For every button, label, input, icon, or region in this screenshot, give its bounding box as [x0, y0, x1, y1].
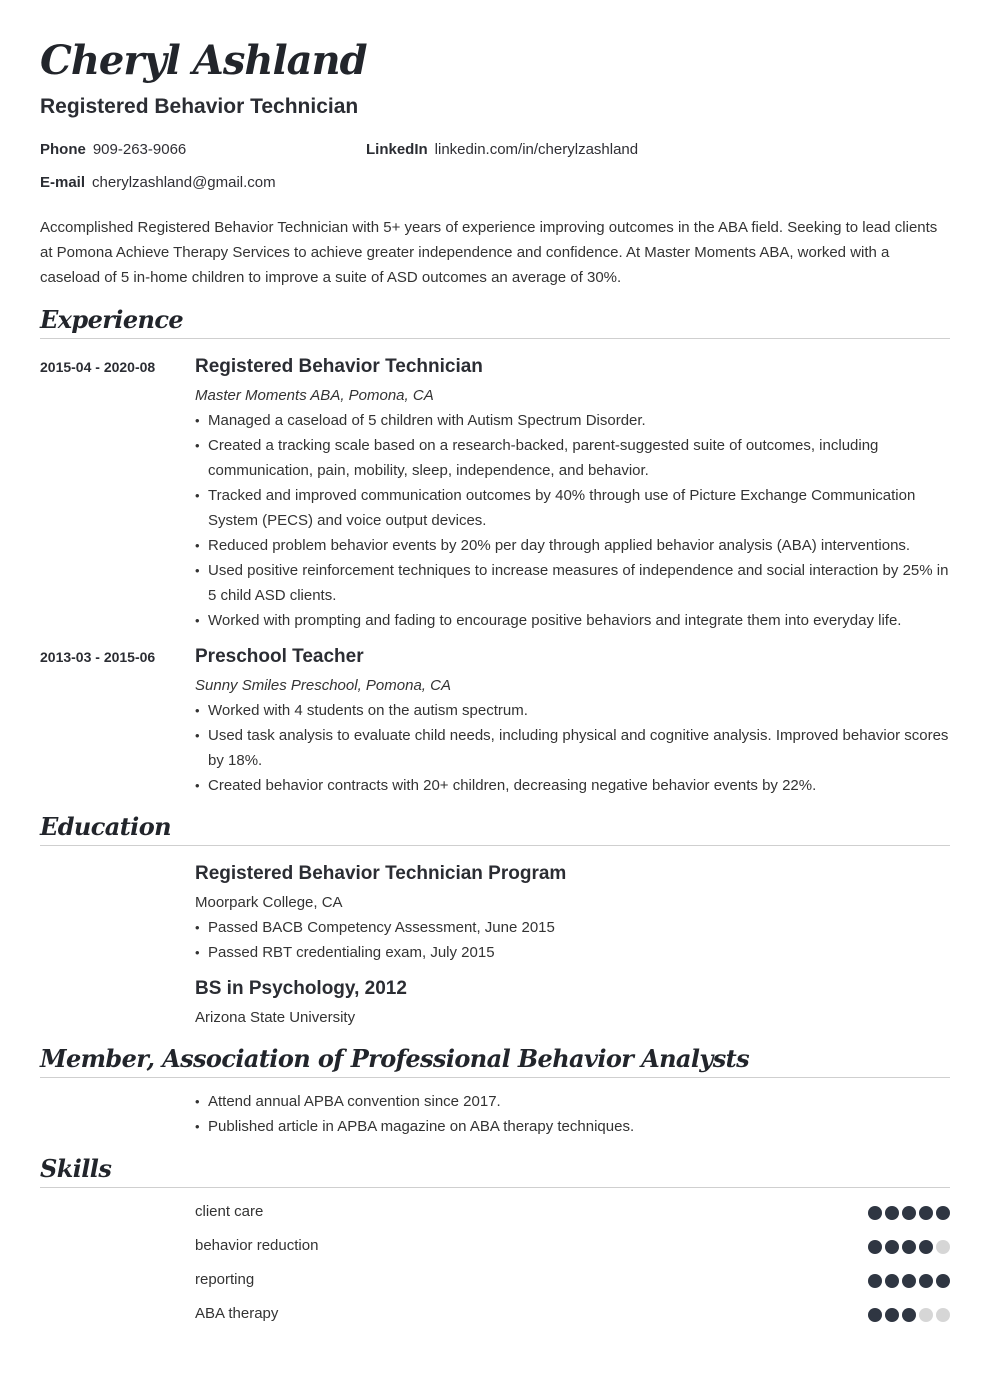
- skill-row: [195, 1269, 950, 1291]
- rating-dot-filled: [885, 1308, 899, 1322]
- list-item: • Created a tracking scale based on a research-backed, parent-suggested suite of outcomes, including communication, pain, mobility, sleep, independence, and behavior.: [195, 433, 950, 483]
- education-heading: Education: [40, 813, 950, 846]
- experience-dates: 2015-04 - 2020-08: [40, 359, 156, 375]
- summary-paragraph: Accomplished Registered Behavior Technician with 5+ years of experience improving outcomes in the ABA field. Seeking to lead clients at Pomona Achieve Therapy Services to achieve greater independence and confidence. At Master Moments ABA, worked with a caseload of 5 in-home children to improve a suite of ASD outcomes an average of 30%.: [40, 219, 938, 286]
- education-body: [195, 977, 950, 1030]
- list-item: • Worked with prompting and fading to encourage positive behaviors and integrate them into everyday life.: [195, 608, 950, 633]
- email-label: E-mail: [40, 174, 86, 191]
- skill-rating: [868, 1274, 950, 1288]
- rating-dot-filled: [885, 1240, 899, 1254]
- rating-dot-empty: [936, 1308, 950, 1322]
- linkedin-value: linkedin.com/in/cherylzashland: [434, 141, 639, 158]
- rating-dot-empty: [936, 1240, 950, 1254]
- linkedin-label: LinkedIn: [366, 141, 428, 158]
- list-item: • Passed RBT credentialing exam, July 2015: [195, 940, 950, 965]
- list-item: • Passed BACB Competency Assessment, June 2015: [195, 915, 950, 940]
- list-item: • Used positive reinforcement techniques to increase measures of independence and social interaction by 25% in 5 child ASD clients.: [195, 558, 950, 608]
- rating-dot-filled: [936, 1206, 950, 1220]
- experience-dates: 2013-03 - 2015-06: [40, 649, 156, 665]
- list-item: • Worked with 4 students on the autism spectrum.: [195, 698, 950, 723]
- education-body: [195, 862, 950, 965]
- list-item: • Published article in APBA magazine on ABA therapy techniques.: [195, 1114, 950, 1139]
- experience-heading: Experience: [40, 306, 950, 339]
- rating-dot-filled: [902, 1206, 916, 1220]
- phone-label: Phone: [40, 141, 86, 158]
- experience-bullets: [195, 698, 950, 798]
- skill-rating: [868, 1240, 950, 1254]
- skills-heading: Skills: [40, 1155, 950, 1188]
- membership-body: [195, 1089, 950, 1139]
- skill-name: client care: [195, 1203, 264, 1220]
- skill-name: reporting: [195, 1271, 255, 1288]
- rating-dot-filled: [868, 1308, 882, 1322]
- rating-dot-filled: [868, 1240, 882, 1254]
- rating-dot-filled: [868, 1274, 882, 1288]
- experience-org: Master Moments ABA, Pomona, CA: [195, 387, 434, 404]
- skill-row: [195, 1303, 950, 1325]
- experience-title: Preschool Teacher: [195, 646, 364, 667]
- rating-dot-filled: [919, 1274, 933, 1288]
- experience-body: [195, 645, 950, 798]
- rating-dot-filled: [868, 1206, 882, 1220]
- rating-dot-filled: [902, 1308, 916, 1322]
- rating-dot-filled: [936, 1274, 950, 1288]
- education-title: BS in Psychology, 2012: [195, 978, 407, 999]
- skill-row: [195, 1201, 950, 1223]
- experience-org: Sunny Smiles Preschool, Pomona, CA: [195, 677, 451, 694]
- list-item: • Created behavior contracts with 20+ children, decreasing negative behavior events by 22%.: [195, 773, 950, 798]
- phone-value: 909-263-9066: [92, 141, 187, 158]
- list-item: • Attend annual APBA convention since 2017.: [195, 1089, 950, 1114]
- experience-bullets: [195, 408, 950, 633]
- skill-name: ABA therapy: [195, 1305, 279, 1322]
- experience-title: Registered Behavior Technician: [195, 356, 483, 377]
- membership-heading: Member, Association of Professional Behavior Analysts: [40, 1045, 950, 1078]
- skill-name: behavior reduction: [195, 1237, 319, 1254]
- education-title: Registered Behavior Technician Program: [195, 863, 567, 884]
- education-school: Moorpark College, CA: [195, 894, 343, 911]
- list-item: • Managed a caseload of 5 children with Autism Spectrum Disorder.: [195, 408, 950, 433]
- education-school: Arizona State University: [195, 1009, 356, 1026]
- email-value: cherylzashland@gmail.com: [92, 174, 276, 191]
- job-title: Registered Behavior Technician: [40, 95, 359, 118]
- education-bullets: [195, 915, 950, 965]
- list-item: • Reduced problem behavior events by 20% per day through applied behavior analysis (ABA) interventions.: [195, 533, 950, 558]
- rating-dot-filled: [902, 1274, 916, 1288]
- contact-phone: [40, 140, 186, 160]
- contact-linkedin: [366, 140, 638, 160]
- skill-row: [195, 1235, 950, 1257]
- rating-dot-empty: [919, 1308, 933, 1322]
- rating-dot-filled: [902, 1240, 916, 1254]
- rating-dot-filled: [919, 1206, 933, 1220]
- candidate-name: Cheryl Ashland: [40, 37, 367, 84]
- rating-dot-filled: [919, 1240, 933, 1254]
- rating-dot-filled: [885, 1206, 899, 1220]
- contact-email: [40, 173, 276, 193]
- membership-bullets: [195, 1089, 950, 1139]
- experience-body: [195, 355, 950, 633]
- skill-rating: [868, 1206, 950, 1220]
- list-item: • Used task analysis to evaluate child needs, including physical and cognitive analysis. Improved behavior scores by 18%.: [195, 723, 950, 773]
- rating-dot-filled: [885, 1274, 899, 1288]
- skill-rating: [868, 1308, 950, 1322]
- list-item: • Tracked and improved communication outcomes by 40% through use of Picture Exchange Communication System (PECS) and voice output devices.: [195, 483, 950, 533]
